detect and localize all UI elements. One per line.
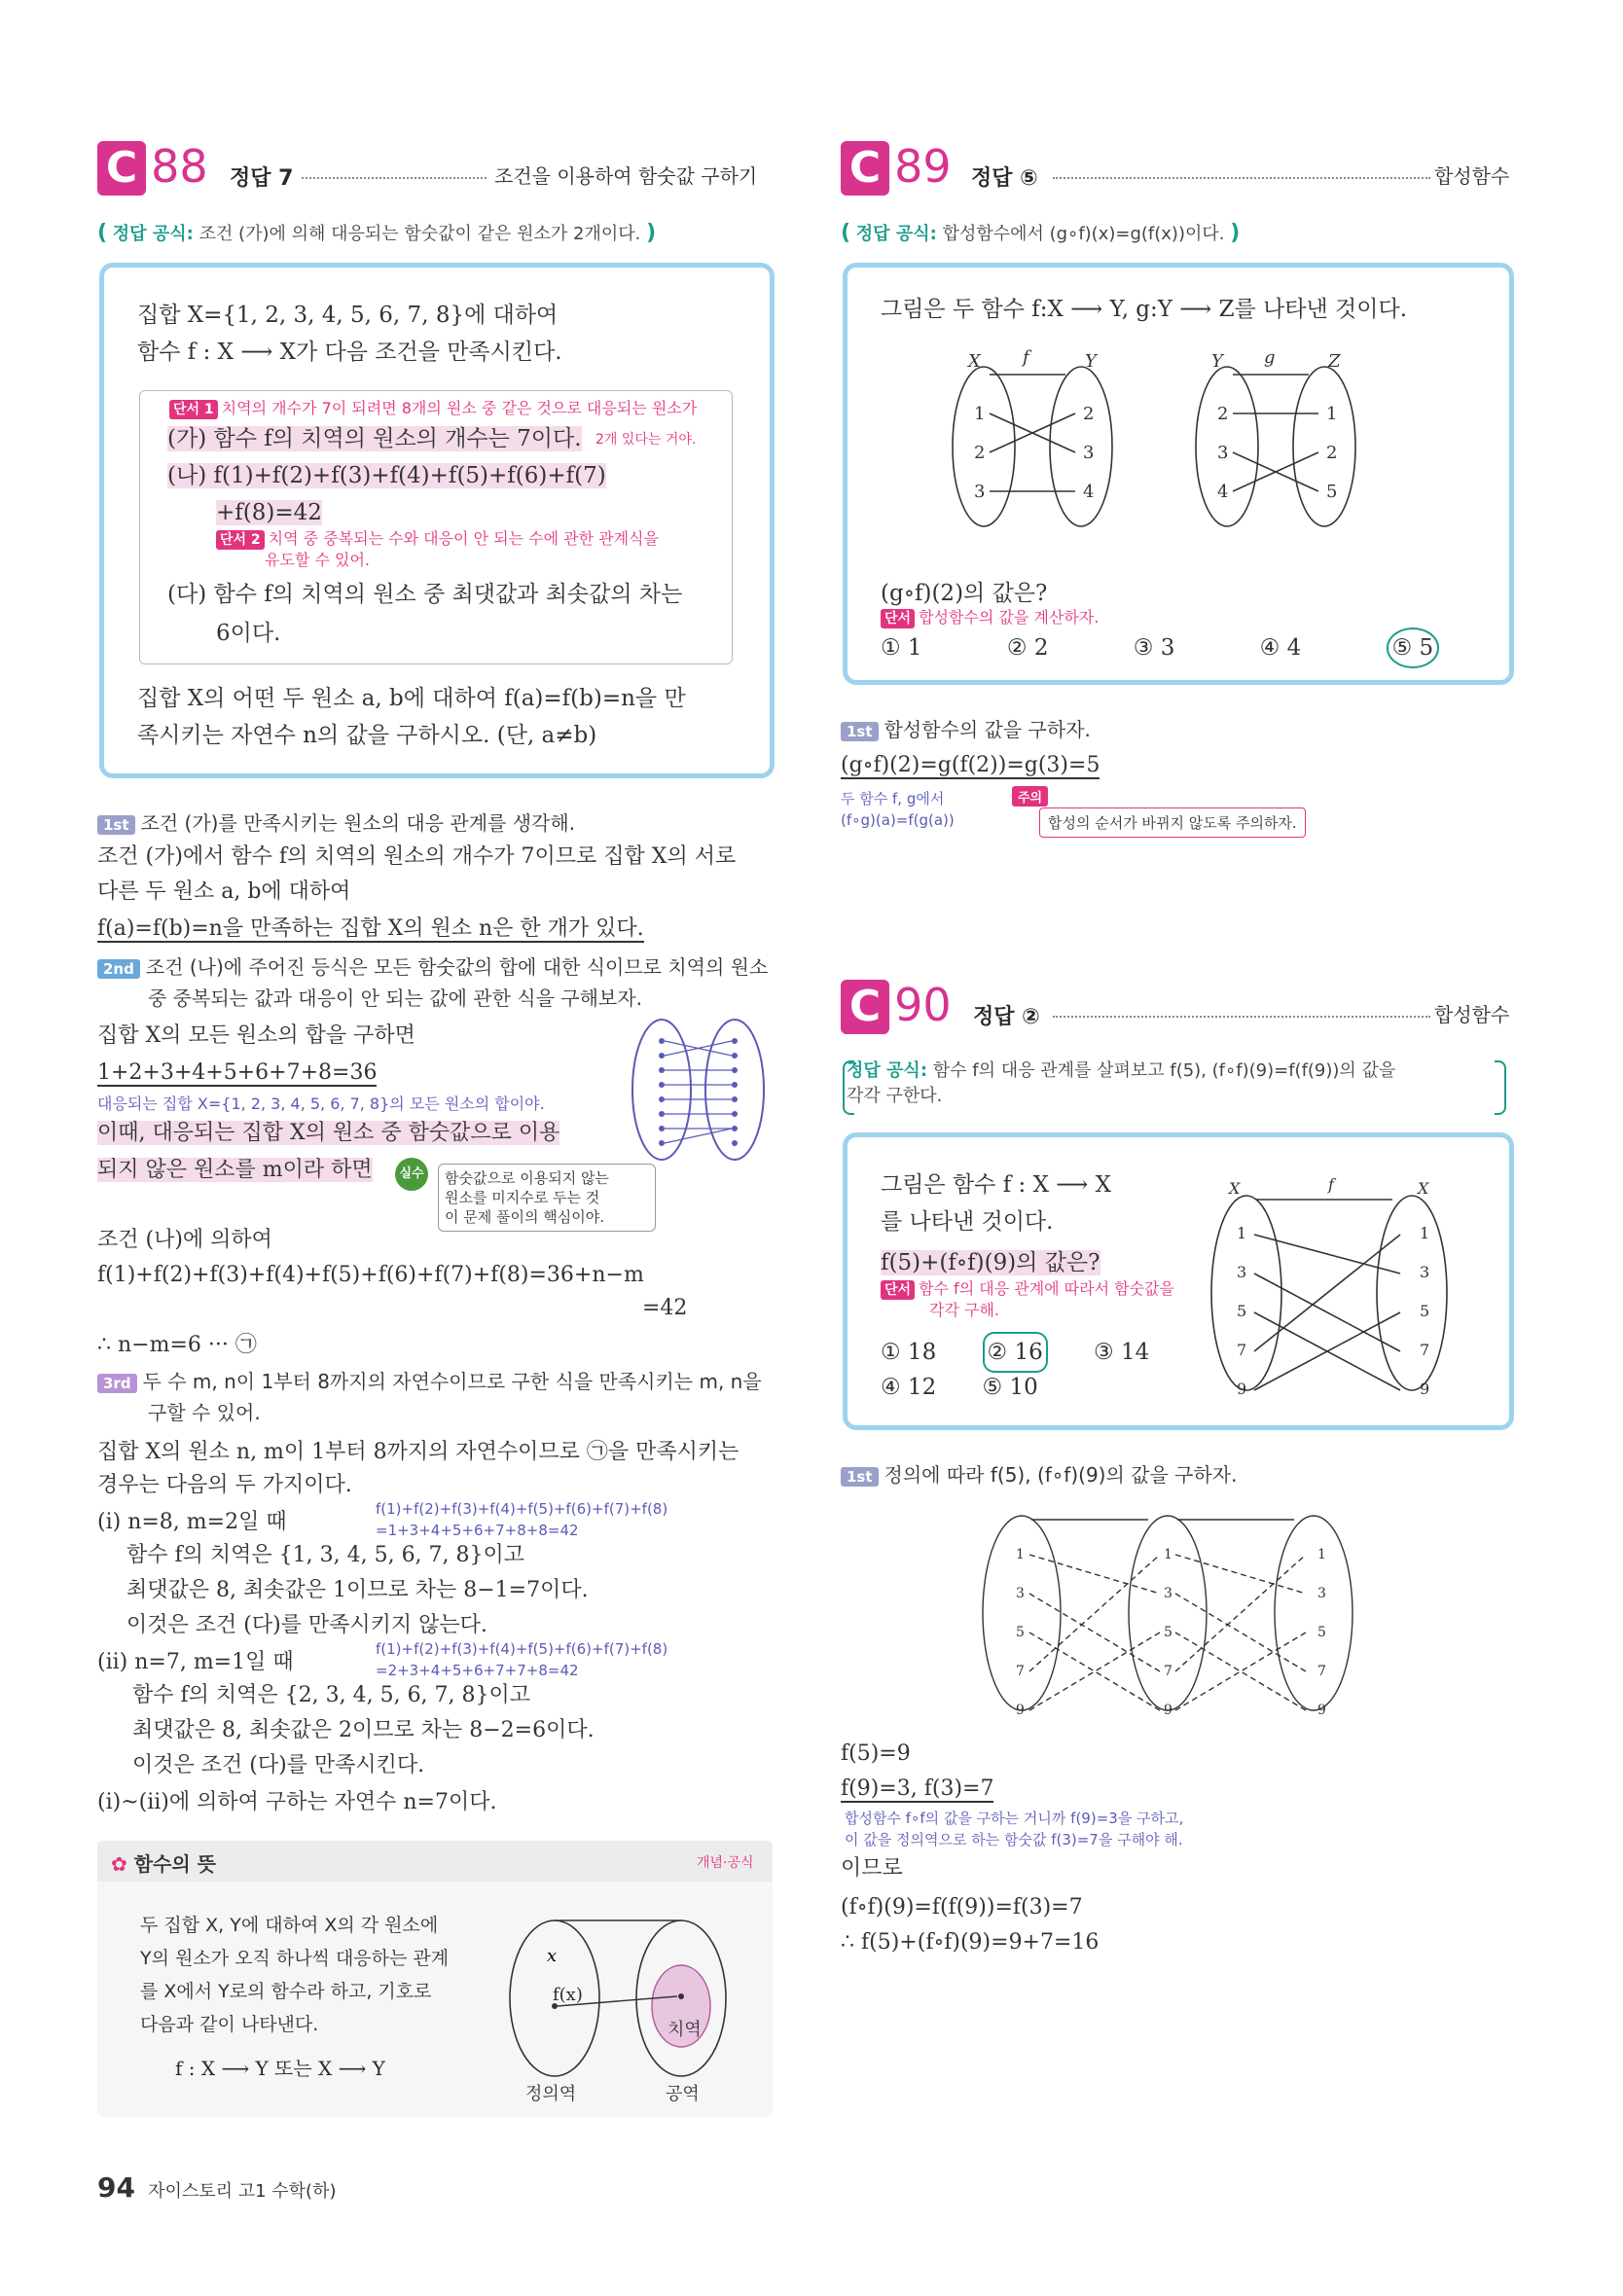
c90-answer: 정답 ② bbox=[973, 1005, 1040, 1029]
c88-cond-c1: (다) 함수 f의 치역의 원소 중 최댓값과 최솟값의 차는 bbox=[167, 582, 683, 607]
c88-problem-line2: 함수 f : X ⟶ X가 다음 조건을 만족시킨다. bbox=[137, 340, 562, 365]
flower-icon: ✿ bbox=[111, 1852, 127, 1876]
c90-choices-row2 bbox=[881, 1369, 1077, 1406]
c88-case1: (i) n=8, m=2일 때 bbox=[97, 1510, 287, 1534]
svg-text:1: 1 bbox=[1420, 1224, 1430, 1242]
c88-concept-line3: 를 X에서 Y로의 함수라 하고, 기호로 bbox=[140, 1981, 432, 2002]
c88-s2-l2 bbox=[97, 1057, 377, 1090]
c88-case1-note1: f(1)+f(2)+f(3)+f(4)+f(5)+f(6)+f(7)+f(8) bbox=[376, 1500, 668, 1518]
c88-case2: (ii) n=7, m=1일 때 bbox=[97, 1650, 294, 1674]
c88-s2-l2-text: 1+2+3+4+5+6+7+8=36 bbox=[97, 1060, 378, 1085]
svg-text:5: 5 bbox=[1326, 482, 1338, 502]
c88-step3-head2: 구할 수 있어. bbox=[148, 1401, 261, 1424]
c88-cond-b1 bbox=[167, 457, 606, 494]
c89-leader bbox=[1053, 177, 1430, 179]
c88-concept-diagram bbox=[496, 1891, 759, 2096]
c88-formula-label: 정답 공식: bbox=[112, 224, 194, 244]
page-number: 94 bbox=[97, 2171, 135, 2204]
c88-leader bbox=[302, 177, 487, 179]
c90-problem-box bbox=[843, 1132, 1514, 1430]
c88-case1-note2: =1+3+4+5+6+7+8+8=42 bbox=[376, 1522, 579, 1539]
svg-text:Y: Y bbox=[1211, 351, 1223, 372]
c88-concept-title-text: 함수의 뜻 bbox=[133, 1852, 216, 1876]
c88-concept-fx: f(x) bbox=[553, 1985, 583, 2005]
c90-l2 bbox=[841, 1773, 993, 1806]
c89-problem: 그림은 두 함수 f:X ⟶ Y, g:Y ⟶ Z를 나타낸 것이다. bbox=[881, 297, 1408, 322]
c90-formula-label: 정답 공식: bbox=[847, 1060, 928, 1081]
c88-concept-line2: Y의 원소가 오직 하나씩 대응하는 관계 bbox=[140, 1948, 450, 1969]
c90-step1-head bbox=[841, 1459, 1237, 1488]
svg-text:3: 3 bbox=[1083, 443, 1095, 463]
svg-text:9: 9 bbox=[1317, 1703, 1326, 1718]
c88-s2-l7: =42 bbox=[642, 1296, 688, 1320]
c88-step3-head bbox=[97, 1366, 778, 1394]
svg-text:7: 7 bbox=[1016, 1664, 1025, 1679]
c88-step3-text1: 두 수 m, n이 1부터 8까지의 자연수이므로 구한 식을 만족시키는 m, n을 bbox=[142, 1370, 762, 1393]
c88-hint1-tag: 단서 1 bbox=[169, 400, 218, 419]
c88-s1-l3-text: f(a)=f(b)=n을 만족하는 집합 X의 원소 n은 한 개가 있다. bbox=[97, 916, 644, 941]
svg-text:3: 3 bbox=[1217, 443, 1229, 463]
svg-text:Z: Z bbox=[1328, 351, 1341, 372]
c90-formula-bracket-right bbox=[1495, 1060, 1506, 1115]
svg-text:f: f bbox=[1328, 1176, 1334, 1194]
c89-problem-box bbox=[843, 263, 1514, 685]
c88-tip-line2: 원소를 미지수로 두는 것 bbox=[445, 1189, 600, 1206]
c89-question: (g∘f)(2)의 값은? bbox=[881, 581, 1048, 606]
c88-case2-note2: =2+3+4+5+6+7+7+8=42 bbox=[376, 1662, 579, 1679]
c90-choice-1[interactable]: ① 18 bbox=[881, 1340, 937, 1365]
c88-concept-line4: 다음과 같이 나타낸다. bbox=[140, 2014, 319, 2035]
svg-text:X: X bbox=[968, 351, 981, 372]
c88-cond-a bbox=[167, 420, 582, 457]
svg-text:5: 5 bbox=[1317, 1625, 1326, 1640]
c90-l3: 이므로 bbox=[841, 1856, 903, 1881]
svg-text:3: 3 bbox=[1237, 1263, 1247, 1281]
c88-problem-line1: 집합 X={1, 2, 3, 4, 5, 6, 7, 8}에 대하여 bbox=[137, 303, 559, 328]
c89-diagram bbox=[945, 349, 1431, 544]
svg-text:2: 2 bbox=[974, 443, 986, 463]
c88-concept-tag: 개념·공식 bbox=[697, 1855, 754, 1871]
c90-note2: 이 값을 정의역으로 하는 함숫값 f(3)=7을 구해야 해. bbox=[845, 1831, 1183, 1848]
c89-formula: ( 정답 공식: 합성함수에서 (g∘f)(x)=g(f(x))이다. ) bbox=[841, 221, 1241, 245]
c89-choice-1[interactable]: ① 1 bbox=[881, 635, 922, 661]
c89-warn: 합성의 순서가 바뀌지 않도록 주의하자. bbox=[1039, 807, 1306, 838]
c88-s3-l1: 집합 X의 원소 n, m이 1부터 8까지의 자연수이므로 ㉠을 만족시키는 bbox=[97, 1440, 739, 1464]
c90-hint-tag: 단서 bbox=[881, 1280, 915, 1300]
c90-l4: (f∘f)(9)=f(f(9))=f(3)=7 bbox=[841, 1895, 1083, 1919]
c88-concept-range: 치역 bbox=[667, 2020, 702, 2040]
svg-text:5: 5 bbox=[1164, 1625, 1172, 1640]
c90-question bbox=[881, 1244, 1100, 1281]
c89-hint-text: 합성함수의 값을 계산하자. bbox=[919, 608, 1100, 627]
c88-step1-head bbox=[97, 807, 575, 836]
c88-s2-l6: f(1)+f(2)+f(3)+f(4)+f(5)+f(6)+f(7)+f(8)=36+n−m bbox=[97, 1263, 644, 1287]
c88-cond-b2 bbox=[216, 494, 322, 531]
c88-number: 88 bbox=[151, 140, 208, 193]
c90-l5: ∴ f(5)+(f∘f)(9)=9+7=16 bbox=[841, 1930, 1100, 1955]
c89-choice-4[interactable]: ④ 4 bbox=[1259, 635, 1302, 661]
c89-step1-tag: 1st bbox=[841, 722, 879, 741]
c88-formula: ( 정답 공식: 조건 (가)에 의해 대응되는 함숫값이 같은 원소가 2개이다. ) bbox=[97, 221, 657, 245]
c89-badge: C bbox=[841, 141, 889, 196]
c88-concept-text bbox=[140, 1909, 449, 2041]
c88-hint2-tag: 단서 2 bbox=[216, 530, 265, 550]
c88-s3-l2: 경우는 다음의 두 가지이다. bbox=[97, 1473, 352, 1497]
c90-choice-5[interactable]: ⑤ 10 bbox=[982, 1375, 1038, 1400]
c88-question1: 집합 X의 어떤 두 원소 a, b에 대하여 f(a)=f(b)=n을 만 bbox=[137, 686, 686, 711]
c88-concept-line1: 두 집합 X, Y에 대하여 X의 각 원소에 bbox=[140, 1915, 439, 1936]
c90-hint bbox=[881, 1279, 1174, 1300]
c88-cond-b2-text: +f(8)=42 bbox=[216, 500, 322, 525]
c88-tip bbox=[395, 1158, 609, 1226]
c88-case1-l2: 최댓값은 8, 최솟값은 1이므로 차는 8−1=7이다. bbox=[126, 1578, 589, 1602]
c88-concept-domain: 정의역 bbox=[525, 2084, 577, 2104]
c90-formula-text1: 함수 f의 대응 관계를 살펴보고 f(5), (f∘f)(9)=f(f(9))의 값을 bbox=[932, 1060, 1396, 1081]
c89-number: 89 bbox=[894, 140, 952, 193]
c90-header bbox=[841, 979, 952, 1034]
c88-step1-tag: 1st bbox=[97, 815, 135, 835]
c88-step1-text: 조건 (가)를 만족시키는 원소의 대응 관계를 생각해. bbox=[140, 811, 576, 835]
svg-text:X: X bbox=[1418, 1179, 1429, 1198]
c88-tip-box bbox=[438, 1164, 656, 1232]
svg-text:1: 1 bbox=[974, 404, 986, 424]
c88-case2-note1: f(1)+f(2)+f(3)+f(4)+f(5)+f(6)+f(7)+f(8) bbox=[376, 1640, 668, 1658]
svg-text:3: 3 bbox=[1016, 1586, 1025, 1601]
c88-question2: 족시키는 자연수 n의 값을 구하시오. (단, a≠b) bbox=[137, 723, 597, 748]
c88-tip-line1: 함숫값으로 이용되지 않는 bbox=[445, 1169, 609, 1187]
c90-hint2: 각각 구해. bbox=[929, 1301, 999, 1319]
c88-badge: C bbox=[97, 141, 146, 196]
c88-case1-l1: 함수 f의 치역은 {1, 3, 4, 5, 6, 7, 8}이고 bbox=[126, 1543, 525, 1567]
c89-s1-l1 bbox=[841, 749, 1100, 782]
c88-concept-box bbox=[97, 1841, 773, 2117]
c88-topic: 조건을 이용하여 함숫값 구하기 bbox=[494, 164, 758, 188]
c88-hint1-tail: 2개 있다는 거야. bbox=[595, 432, 697, 448]
c88-step2-text1: 조건 (나)에 주어진 등식은 모든 함숫값의 합에 대한 식이므로 치역의 원소 bbox=[145, 955, 769, 979]
c90-choice-3[interactable]: ③ 14 bbox=[1094, 1340, 1150, 1365]
c88-conclusion: (i)~(ii)에 의하여 구하는 자연수 n=7이다. bbox=[97, 1790, 497, 1814]
svg-text:X: X bbox=[1229, 1179, 1241, 1198]
svg-text:x: x bbox=[547, 1946, 558, 1966]
c88-s1-l2: 다른 두 원소 a, b에 대하여 bbox=[97, 879, 351, 904]
c89-hint-tag: 단서 bbox=[881, 609, 915, 628]
c88-hint2-tail: 유도할 수 있어. bbox=[265, 551, 370, 569]
c88-step2-head bbox=[97, 951, 778, 980]
svg-text:3: 3 bbox=[1164, 1586, 1172, 1601]
c88-answer: 정답 7 bbox=[230, 166, 294, 191]
svg-text:f: f bbox=[1023, 349, 1029, 368]
c90-formula-bracket-left bbox=[843, 1060, 854, 1115]
c88-concept-title bbox=[111, 1848, 216, 1877]
svg-text:9: 9 bbox=[1164, 1703, 1172, 1718]
svg-text:3: 3 bbox=[974, 482, 986, 502]
book-title: 자이스토리 고1 수학(하) bbox=[148, 2181, 337, 2202]
c90-problem2: 를 나타낸 것이다. bbox=[881, 1209, 1054, 1235]
svg-text:7: 7 bbox=[1164, 1664, 1172, 1679]
c88-step2-head2: 중 중복되는 값과 대응이 안 되는 값에 관한 식을 구해보자. bbox=[148, 987, 642, 1010]
c88-hint2-text: 치역 중 중복되는 수와 대응이 안 되는 수에 관한 관계식을 bbox=[268, 529, 659, 548]
page-footer bbox=[97, 2171, 337, 2204]
c90-formula-text2: 각각 구한다. bbox=[847, 1086, 943, 1106]
svg-text:9: 9 bbox=[1237, 1380, 1247, 1398]
svg-text:1: 1 bbox=[1164, 1547, 1172, 1562]
svg-text:7: 7 bbox=[1237, 1341, 1247, 1359]
c89-answer: 정답 ⑤ bbox=[971, 166, 1038, 191]
c88-s2-l4-text: 되지 않은 원소를 m이라 하면 bbox=[97, 1158, 373, 1182]
svg-text:Y: Y bbox=[1085, 351, 1097, 372]
c88-s2-note: 대응되는 집합 X={1, 2, 3, 4, 5, 6, 7, 8}의 모든 원소의 합이야. bbox=[97, 1094, 545, 1113]
c88-s2-l4 bbox=[97, 1154, 373, 1187]
svg-text:4: 4 bbox=[1217, 482, 1229, 502]
c88-case2-l1: 함수 f의 치역은 {2, 3, 4, 5, 6, 7, 8}이고 bbox=[132, 1683, 531, 1707]
c90-formula bbox=[847, 1058, 1508, 1109]
svg-text:5: 5 bbox=[1237, 1302, 1247, 1320]
c90-diagram bbox=[1202, 1176, 1474, 1400]
c88-concept-notation: f : X ⟶ Y 또는 X ⟶ Y bbox=[175, 2057, 385, 2080]
c88-concept-codomain: 공역 bbox=[666, 2084, 700, 2104]
c88-s2-l5: 조건 (나)에 의하여 bbox=[97, 1228, 272, 1252]
c89-warn-tag: 주의 bbox=[1012, 786, 1048, 807]
c89-s1-note1: 두 함수 f, g에서 bbox=[841, 790, 945, 807]
c90-choices-row1 bbox=[881, 1332, 1188, 1373]
svg-text:9: 9 bbox=[1420, 1380, 1430, 1398]
svg-text:g: g bbox=[1264, 349, 1276, 368]
c90-number: 90 bbox=[894, 979, 952, 1031]
svg-text:5: 5 bbox=[1016, 1625, 1025, 1640]
c88-step3-tag: 3rd bbox=[97, 1374, 137, 1393]
svg-text:2: 2 bbox=[1326, 443, 1338, 463]
svg-text:1: 1 bbox=[1317, 1547, 1326, 1562]
c90-choice-2[interactable]: ② 16 bbox=[983, 1332, 1048, 1373]
c90-solution-diagram bbox=[973, 1498, 1362, 1722]
c88-case1-l3: 이것은 조건 (다)를 만족시키지 않는다. bbox=[126, 1613, 487, 1637]
svg-text:5: 5 bbox=[1420, 1302, 1430, 1320]
c88-cond-b1-text: (나) f(1)+f(2)+f(3)+f(4)+f(5)+f(6)+f(7) bbox=[167, 463, 606, 488]
c88-header bbox=[97, 140, 208, 196]
c88-s2-l3 bbox=[97, 1117, 559, 1150]
c88-cond-a-text: (가) 함수 f의 치역의 원소의 개수는 7이다. bbox=[167, 426, 582, 451]
c88-hint1 bbox=[169, 399, 734, 419]
c90-l1: f(5)=9 bbox=[841, 1741, 911, 1766]
c89-formula-label: 정답 공식: bbox=[855, 224, 937, 244]
c88-mapping-diagram bbox=[613, 1002, 778, 1167]
c88-case2-l2: 최댓값은 8, 최솟값은 2이므로 차는 8−2=6이다. bbox=[132, 1718, 595, 1742]
c89-choices bbox=[881, 628, 1484, 668]
c88-hint2 bbox=[216, 529, 659, 550]
c88-s1-l1: 조건 (가)에서 함수 f의 치역의 원소의 개수가 7이므로 집합 X의 서로 bbox=[97, 844, 737, 869]
c88-s2-l8: ∴ n−m=6 ··· ㉠ bbox=[97, 1333, 257, 1357]
c90-step1-tag: 1st bbox=[841, 1467, 879, 1487]
c90-question-text: f(5)+(f∘f)(9)의 값은? bbox=[881, 1250, 1100, 1275]
c90-topic: 합성함수 bbox=[1434, 1003, 1510, 1026]
c89-s1-note2: (f∘g)(a)=f(g(a)) bbox=[841, 811, 955, 829]
c89-choice-2[interactable]: ② 2 bbox=[1006, 635, 1049, 661]
c90-leader bbox=[1053, 1016, 1430, 1018]
c89-hint bbox=[881, 608, 1099, 628]
c88-step2-tag: 2nd bbox=[97, 959, 140, 979]
c88-case2-l3: 이것은 조건 (다)를 만족시킨다. bbox=[132, 1753, 425, 1777]
c88-cond-c2: 6이다. bbox=[216, 621, 281, 646]
c88-hint1-text: 치역의 개수가 7이 되려면 8개의 원소 중 같은 것으로 대응되는 원소가 bbox=[221, 399, 698, 417]
c88-s2-l3-text: 이때, 대응되는 집합 X의 원소 중 함숫값으로 이용 bbox=[97, 1121, 560, 1145]
c88-tip-tag: 실수 bbox=[395, 1158, 428, 1191]
svg-text:2: 2 bbox=[1217, 404, 1229, 424]
c90-step1-text: 정의에 따라 f(5), (f∘f)(9)의 값을 구하자. bbox=[884, 1463, 1238, 1487]
c88-conditions-box bbox=[139, 390, 733, 664]
c88-s2-l1: 집합 X의 모든 원소의 합을 구하면 bbox=[97, 1023, 415, 1048]
c89-step1-text: 합성함수의 값을 구하자. bbox=[884, 718, 1091, 741]
c88-tip-line3: 이 문제 풀이의 핵심이야. bbox=[445, 1208, 604, 1226]
c89-header bbox=[841, 140, 952, 196]
svg-text:1: 1 bbox=[1326, 404, 1338, 424]
c89-topic: 합성함수 bbox=[1434, 164, 1510, 188]
c90-note1: 합성함수 f∘f의 값을 구하는 거니까 f(9)=3을 구하고, bbox=[845, 1810, 1184, 1827]
svg-text:9: 9 bbox=[1016, 1703, 1025, 1718]
svg-text:7: 7 bbox=[1420, 1341, 1430, 1359]
c90-l2-text: f(9)=3, f(3)=7 bbox=[841, 1776, 994, 1801]
c89-s1-l1-text: (g∘f)(2)=g(f(2))=g(3)=5 bbox=[841, 753, 1100, 777]
svg-text:3: 3 bbox=[1317, 1586, 1326, 1601]
svg-text:7: 7 bbox=[1317, 1664, 1326, 1679]
c89-choice-5[interactable]: ⑤ 5 bbox=[1387, 628, 1440, 668]
c90-badge: C bbox=[841, 980, 889, 1034]
c89-formula-text: 합성함수에서 (g∘f)(x)=g(f(x))이다. bbox=[942, 224, 1225, 244]
svg-text:3: 3 bbox=[1420, 1263, 1430, 1281]
svg-text:1: 1 bbox=[1237, 1224, 1247, 1242]
c90-choice-4[interactable]: ④ 12 bbox=[881, 1375, 937, 1400]
c88-problem-box bbox=[99, 263, 775, 778]
c89-step1-head bbox=[841, 714, 1091, 742]
c88-s1-l3 bbox=[97, 913, 644, 946]
c88-formula-text: 조건 (가)에 의해 대응되는 함숫값이 같은 원소가 2개이다. bbox=[198, 224, 641, 244]
c90-hint-text1: 함수 f의 대응 관계에 따라서 함숫값을 bbox=[919, 1279, 1174, 1298]
svg-text:2: 2 bbox=[1083, 404, 1095, 424]
c89-choice-3[interactable]: ③ 3 bbox=[1133, 635, 1175, 661]
svg-text:1: 1 bbox=[1016, 1547, 1025, 1562]
c90-problem1: 그림은 함수 f : X ⟶ X bbox=[881, 1172, 1111, 1198]
svg-text:4: 4 bbox=[1083, 482, 1095, 502]
